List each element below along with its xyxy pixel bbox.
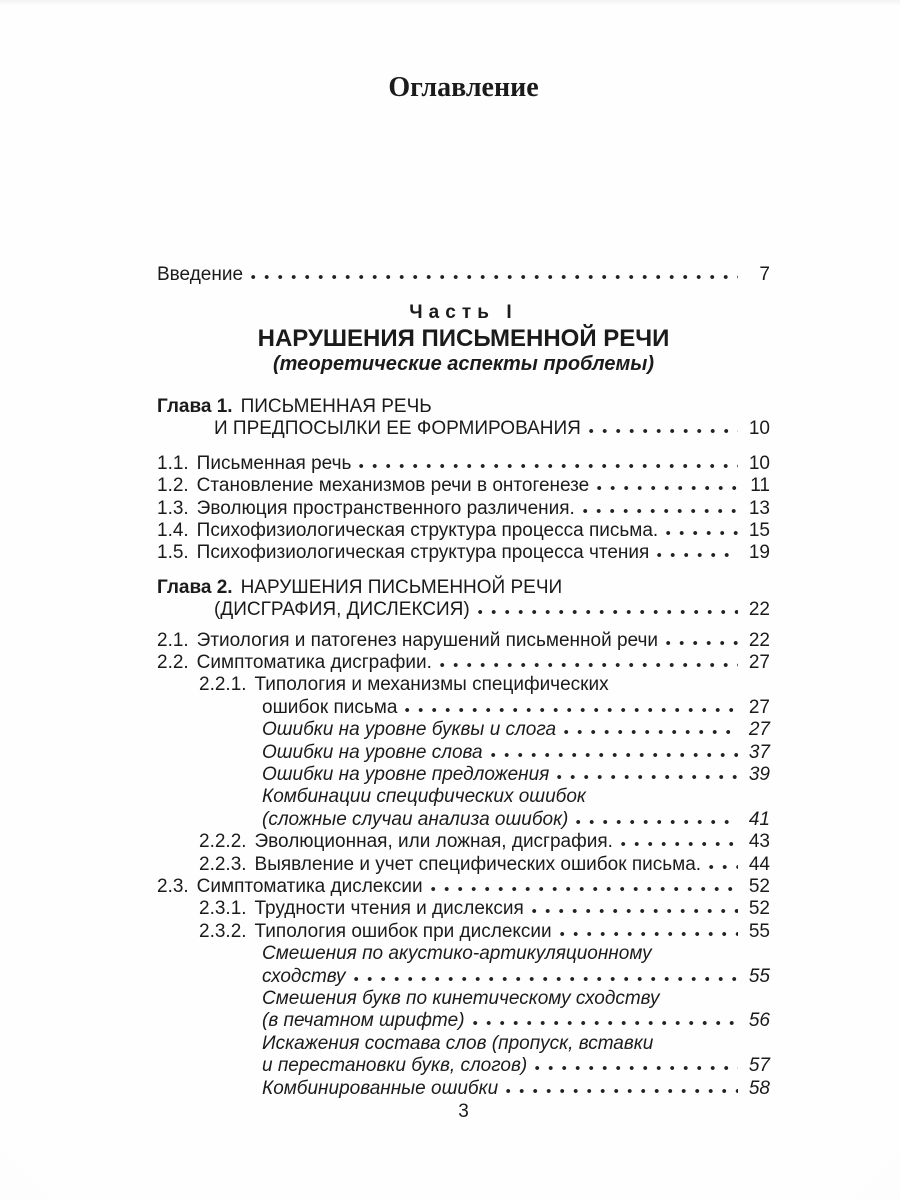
toc-entry bbox=[157, 898, 770, 920]
entry-text: Искажения состава слов (пропуск, вставки bbox=[262, 1032, 654, 1054]
dot-leader bbox=[354, 976, 738, 982]
toc-entry bbox=[157, 577, 770, 622]
toc-line bbox=[199, 674, 770, 696]
toc-line bbox=[262, 697, 770, 719]
toc-entry bbox=[157, 943, 770, 988]
entry-number: 2.1. bbox=[157, 629, 189, 651]
dot-leader bbox=[473, 1020, 738, 1026]
toc-entry bbox=[157, 652, 770, 674]
toc-line bbox=[262, 1078, 770, 1100]
toc-entry bbox=[157, 786, 770, 831]
entry-page-number: 10 bbox=[748, 452, 770, 474]
entry-text: Психофизиологическая структура процесса письма. bbox=[196, 519, 659, 541]
toc-line bbox=[157, 652, 770, 674]
toc-entry bbox=[157, 831, 770, 853]
toc-line bbox=[157, 577, 770, 599]
entry-page-number: 56 bbox=[748, 1010, 770, 1032]
dot-leader bbox=[564, 729, 738, 735]
toc-line bbox=[214, 599, 770, 621]
dot-leader bbox=[589, 428, 738, 434]
entry-text: Письменная речь bbox=[196, 452, 352, 474]
part-kicker: Часть I bbox=[409, 302, 518, 324]
entry-text: Введение bbox=[157, 264, 244, 285]
toc-line bbox=[157, 453, 770, 475]
toc-line bbox=[157, 475, 770, 497]
entry-page-number: 52 bbox=[748, 876, 770, 898]
dot-leader bbox=[251, 274, 738, 280]
dot-leader bbox=[666, 530, 738, 536]
entry-text: ошибок письма bbox=[262, 696, 398, 718]
entry-text: Типология и механизмы специфических bbox=[254, 674, 609, 696]
entry-text: и перестановки букв, слогов) bbox=[262, 1055, 528, 1077]
entry-number: 2.3. bbox=[157, 876, 189, 898]
toc-entry bbox=[157, 453, 770, 475]
footer-page-number: 3 bbox=[458, 1101, 469, 1122]
toc-entry bbox=[157, 854, 770, 876]
entry-page-number: 19 bbox=[748, 542, 770, 564]
toc-line bbox=[262, 809, 770, 831]
toc-line bbox=[262, 1033, 770, 1055]
entry-number: 1.5. bbox=[157, 542, 189, 564]
toc-entry bbox=[157, 475, 770, 497]
dot-leader bbox=[478, 609, 738, 615]
entry-text: (сложные случаи анализа ошибок) bbox=[262, 808, 569, 830]
entry-page-number: 39 bbox=[748, 764, 770, 785]
dot-leader bbox=[491, 752, 738, 758]
toc-entry bbox=[157, 988, 770, 1033]
toc-line bbox=[199, 831, 770, 853]
toc-line bbox=[157, 498, 770, 520]
entry-text: Психофизиологическая структура процесса чтения bbox=[196, 542, 650, 564]
entry-text: Комбинации специфических ошибок bbox=[262, 786, 586, 808]
toc-line bbox=[262, 1055, 770, 1077]
dot-leader bbox=[666, 640, 738, 646]
entry-text: (в печатном шрифте) bbox=[262, 1010, 465, 1032]
toc-line bbox=[262, 966, 770, 988]
toc-entry bbox=[157, 520, 770, 542]
entry-page-number: 27 bbox=[748, 696, 770, 718]
entry-number: 1.1. bbox=[157, 452, 189, 474]
dot-leader bbox=[506, 1088, 738, 1094]
entry-number: 1.3. bbox=[157, 497, 189, 519]
entry-text: Комбинированные ошибки bbox=[262, 1077, 499, 1099]
entry-page-number: 7 bbox=[759, 264, 770, 285]
dot-leader bbox=[431, 886, 738, 892]
toc-entry bbox=[157, 264, 770, 286]
toc-line bbox=[262, 988, 770, 1010]
toc-line bbox=[157, 542, 770, 564]
entry-page-number: 58 bbox=[748, 1077, 770, 1099]
toc-line bbox=[262, 943, 770, 965]
part-title: НАРУШЕНИЯ ПИСЬМЕННОЙ РЕЧИ bbox=[257, 325, 670, 353]
toc-line bbox=[157, 520, 770, 542]
toc-entry bbox=[157, 674, 770, 719]
dot-leader bbox=[359, 463, 738, 469]
toc-entry bbox=[157, 630, 770, 652]
dot-leader bbox=[709, 864, 738, 870]
entry-text: Смешения букв по кинетическому сходству bbox=[262, 988, 660, 1010]
entry-page-number: 27 bbox=[748, 651, 770, 673]
dot-leader bbox=[576, 819, 738, 825]
toc-line bbox=[157, 630, 770, 652]
toc-line bbox=[214, 418, 770, 440]
toc-entry bbox=[157, 1078, 770, 1100]
entry-text: Ошибки на уровне слова bbox=[262, 741, 483, 763]
entry-text: ПИСЬМЕННАЯ РЕЧЬ bbox=[240, 395, 432, 417]
entry-page-number: 22 bbox=[748, 629, 770, 651]
entry-page-number: 13 bbox=[748, 497, 770, 519]
entry-text: И ПРЕДПОСЫЛКИ ЕЕ ФОРМИРОВАНИЯ bbox=[214, 418, 581, 440]
dot-leader bbox=[557, 774, 738, 780]
part-subtitle: (теоретические аспекты проблемы) bbox=[272, 353, 655, 376]
toc-entry bbox=[157, 764, 770, 786]
dot-leader bbox=[583, 508, 738, 514]
dot-leader bbox=[440, 662, 738, 668]
toc-list bbox=[157, 264, 770, 1100]
entry-page-number: 52 bbox=[748, 898, 770, 920]
entry-text: Выявление и учет специфических ошибок письма. bbox=[254, 853, 702, 875]
entry-number: 1.4. bbox=[157, 519, 189, 541]
entry-text: Этиология и патогенез нарушений письменной речи bbox=[196, 629, 658, 651]
entry-text: Ошибки на уровне предложения bbox=[262, 764, 550, 785]
entry-text: (ДИСГРАФИЯ, ДИСЛЕКСИЯ) bbox=[214, 599, 470, 621]
dot-leader bbox=[621, 841, 738, 847]
dot-leader bbox=[657, 552, 738, 558]
entry-text: Ошибки на уровне буквы и слога bbox=[262, 719, 557, 741]
entry-number: Глава 2. bbox=[157, 576, 233, 598]
entry-text: Трудности чтения и дислексия bbox=[254, 898, 524, 920]
entry-page-number: 57 bbox=[748, 1055, 770, 1077]
entry-page-number: 11 bbox=[750, 475, 770, 497]
toc-line bbox=[262, 786, 770, 808]
toc-entry bbox=[157, 876, 770, 898]
entry-page-number: 55 bbox=[748, 920, 770, 942]
toc-line bbox=[199, 921, 770, 943]
toc-line bbox=[157, 396, 770, 418]
toc-entry bbox=[157, 498, 770, 520]
toc-line bbox=[262, 1010, 770, 1032]
dot-leader bbox=[532, 908, 738, 914]
toc-entry bbox=[157, 921, 770, 943]
dot-leader bbox=[560, 931, 738, 937]
toc-line bbox=[157, 264, 770, 286]
entry-page-number: 10 bbox=[748, 418, 770, 440]
entry-text: сходству bbox=[262, 965, 346, 987]
entry-number: Глава 1. bbox=[157, 395, 233, 417]
entry-text: Становление механизмов речи в онтогенезе bbox=[196, 475, 590, 497]
entry-number: 2.2.2. bbox=[199, 831, 247, 853]
toc-line bbox=[262, 719, 770, 741]
entry-page-number: 15 bbox=[748, 519, 770, 541]
entry-number: 2.3.1. bbox=[199, 898, 247, 920]
entry-text: Симптоматика дислексии bbox=[196, 876, 423, 898]
toc-line bbox=[157, 876, 770, 898]
toc-entry bbox=[157, 542, 770, 564]
part-heading bbox=[157, 300, 770, 376]
toc-entry bbox=[157, 396, 770, 441]
dot-leader bbox=[535, 1065, 738, 1071]
page-content bbox=[157, 0, 770, 1100]
entry-number: 2.2.3. bbox=[199, 853, 247, 875]
entry-page-number: 27 bbox=[748, 719, 770, 741]
contents-title: Оглавление bbox=[388, 72, 539, 103]
entry-number: 1.2. bbox=[157, 475, 189, 497]
toc-entry bbox=[157, 719, 770, 741]
dot-leader bbox=[405, 707, 738, 713]
entry-page-number: 41 bbox=[748, 808, 770, 830]
entry-text: Симптоматика дисграфии. bbox=[196, 651, 432, 673]
entry-text: Эволюция пространственного различения. bbox=[196, 497, 575, 519]
toc-line bbox=[262, 764, 770, 786]
entry-page-number: 55 bbox=[748, 965, 770, 987]
entry-text: Смешения по акустико-артикуляционному bbox=[262, 943, 652, 965]
entry-number: 2.2. bbox=[157, 651, 189, 673]
toc-line bbox=[262, 742, 770, 764]
entry-page-number: 22 bbox=[748, 599, 770, 621]
entry-number: 2.2.1. bbox=[199, 674, 247, 696]
entry-text: Типология ошибок при дислексии bbox=[254, 920, 552, 942]
entry-page-number: 43 bbox=[748, 831, 770, 853]
entry-number: 2.3.2. bbox=[199, 920, 247, 942]
dot-leader bbox=[597, 485, 738, 491]
entry-page-number: 44 bbox=[748, 853, 770, 875]
toc-entry bbox=[157, 742, 770, 764]
toc-entry bbox=[157, 1033, 770, 1078]
toc-line bbox=[199, 898, 770, 920]
toc-line bbox=[199, 854, 770, 876]
entry-text: Эволюционная, или ложная, дисграфия. bbox=[254, 831, 613, 853]
entry-text: НАРУШЕНИЯ ПИСЬМЕННОЙ РЕЧИ bbox=[240, 576, 563, 598]
entry-page-number: 37 bbox=[748, 741, 770, 763]
